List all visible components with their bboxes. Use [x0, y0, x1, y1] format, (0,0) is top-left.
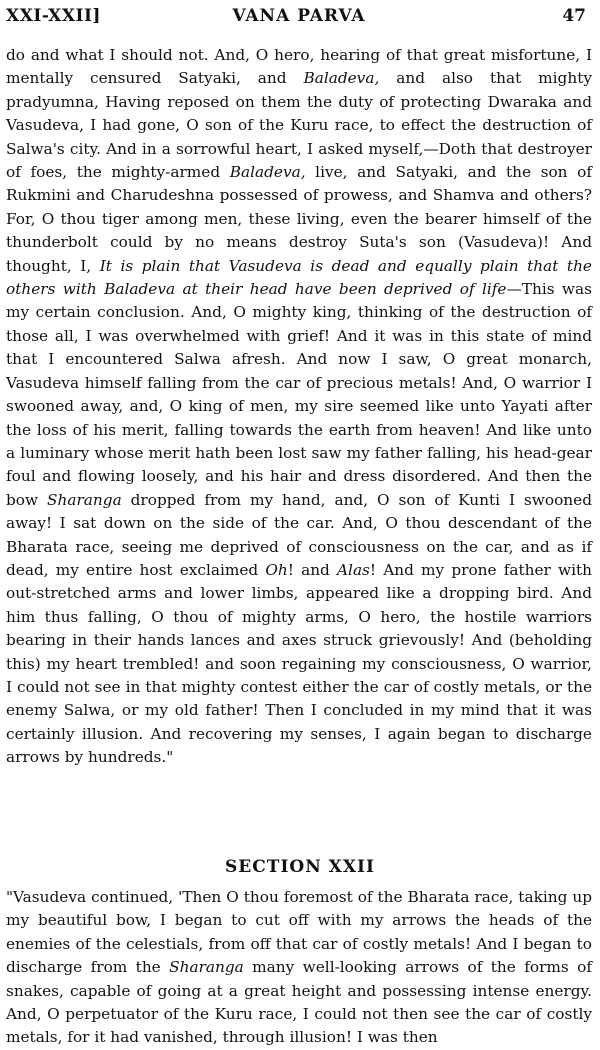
book-title: VANA PARVA — [232, 6, 366, 26]
italic-text: Alas — [337, 560, 370, 579]
text-run: many well-looking arrows of the forms of snakes, capable of going at a great height and possessing intense energy. And, O perpetuator of the Kuru race, I could not then see the car of costly metals, for it had vanished, through illusion! I was then — [6, 958, 593, 1047]
italic-text: Baladeva, — [303, 69, 380, 88]
paragraph-section-xxii-start — [6, 886, 592, 1050]
page-number: 47 — [562, 6, 586, 26]
italic-text: Sharanga — [47, 490, 122, 509]
text-run: —This was my certain conclusion. And, O mighty king, thinking of the destruction of those all, I was overwhelmed with grief! And it was in this state of mind that I encountered Salwa afresh. And now I saw, O great monarch, Vasudeva himself falling from the car of precious metals! And, O warrior I swooned away, and, O king of men, my sire seemed like unto Yayati after the loss of his merit, falling towards the earth from heaven! And like unto a luminary whose merit hath been lost saw my father falling, his head-gear foul and flowing loosely, and his hair and dress disordered. And then the bow — [6, 280, 592, 509]
text-run: "Vasudeva continued, 'Then O thou foremost of the Bharata race, taking up my beautiful bow, I began to cut off with my arrows the heads of the enemies of the celestials, from off that car of costly metals! And I began to discharge from the — [6, 888, 592, 977]
running-header — [6, 0, 592, 40]
text-run: ! And my prone father with out-stretched arms and lower limbs, appeared like a dropping bird. And him thus falling, O thou of mighty arms, O hero, the hostile warriors bearing in their hands lances and axes struck grievously! And (beholding this) my heart trembled! and soon regaining my consciousness, O warrior, I could not see in that mighty contest either the car of costly metals, or the enemy Salwa, or my old father! Then I concluded in my mind that it was certainly illusion. And recovering my senses, I again began to discharge arrows by hundreds." — [6, 560, 592, 767]
text-run: ! and — [287, 560, 337, 579]
text-run: do and what I should not. And, O hero, hearing of that great misfortune, I mentally censured Satyaki, and — [6, 46, 592, 88]
text-run: live, and Satyaki, and the son of Rukmini and Charudeshna possessed of prowess, and Shamva and others? For, O thou tiger among men, these living, even the bearer himself of the thunderbolt could by no means destroy Suta's son (Vasudeva)! And thought, I, — [6, 163, 592, 275]
italic-text: Sharanga — [169, 958, 244, 977]
section-heading: SECTION XXII — [225, 857, 375, 877]
italic-text: Oh — [265, 560, 288, 579]
chapter-range: XXI-XXII] — [6, 6, 101, 26]
italic-text: Baladeva, — [229, 163, 306, 182]
italic-text: It is plain that Vasudeva is dead and equally plain that the others with Baladeva at their head have been deprived of life — [6, 256, 592, 299]
text-run: dropped from my hand, and, O son of Kunti I swooned away! I sat down on the side of the car. And, O thou descendant of the Bharata race, seeing me deprived of consciousness on the car, and as if dead, my entire host exclaimed — [6, 490, 592, 579]
text-run: and also that mighty pradyumna, Having reposed on them the duty of protecting Dwaraka and Vasudeva, I had gone, O son of the Kuru race, to effect the destruction of Salwa's city. And in a sorrowful heart, I asked myself,—Doth that destroyer of foes, the mighty-armed — [6, 69, 592, 182]
paragraph-section-xxi-end — [6, 44, 592, 770]
